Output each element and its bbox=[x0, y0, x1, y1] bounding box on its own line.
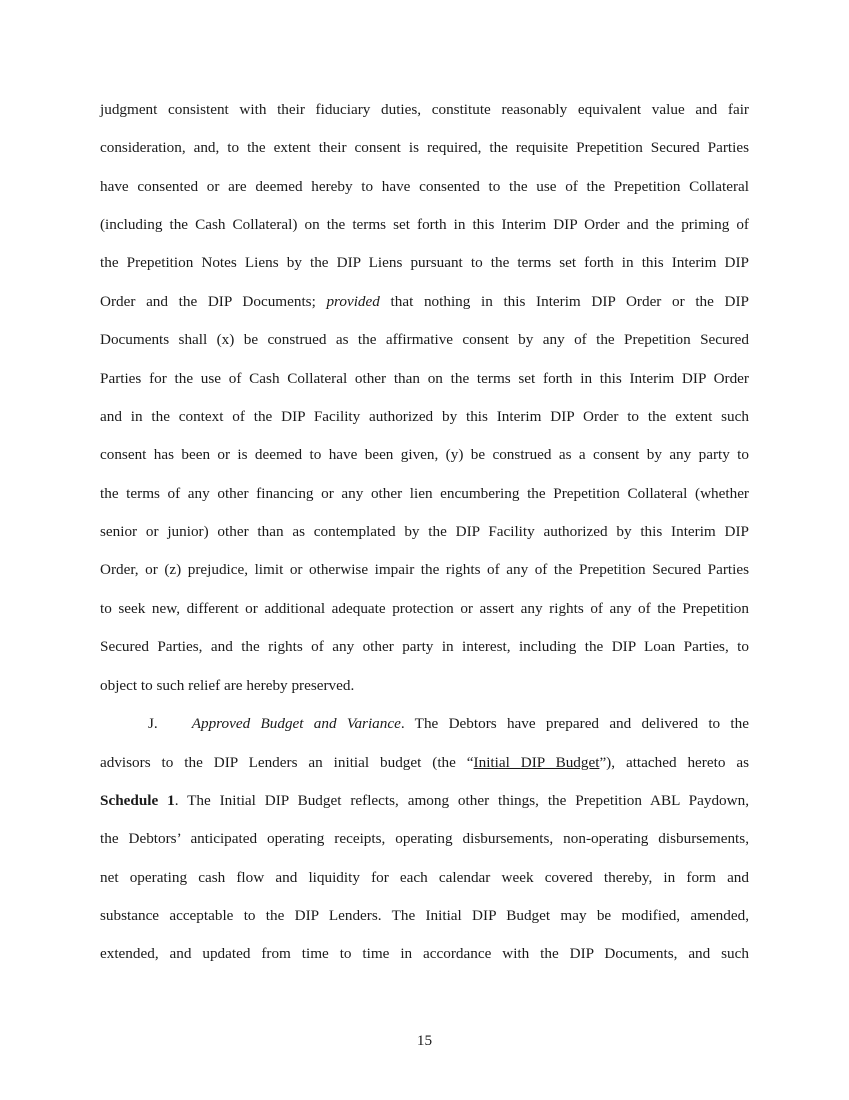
provided-term: provided bbox=[326, 293, 380, 310]
text-line: judgment consistent with their fiduciary duties, constitute reasonably equivalent value and fair bbox=[100, 101, 749, 118]
paragraph-letter: J. bbox=[148, 715, 158, 732]
text-segment: advisors to the DIP Lenders an initial budget (the “ bbox=[100, 754, 474, 771]
text-line: consent has been or is deemed to have been given, (y) be construed as a consent by any party to bbox=[100, 446, 749, 463]
text-line: the Prepetition Notes Liens by the DIP Liens pursuant to the terms set forth in this Interim DIP bbox=[100, 254, 749, 271]
text-line: Parties for the use of Cash Collateral other than on the terms set forth in this Interim DIP Order bbox=[100, 370, 749, 387]
page-number: 15 bbox=[416, 1032, 433, 1049]
text-line: the terms of any other financing or any other lien encumbering the Prepetition Collateral (whether bbox=[100, 485, 749, 502]
text-line: extended, and updated from time to time in accordance with the DIP Documents, and such bbox=[100, 945, 749, 962]
text-line: (including the Cash Collateral) on the terms set forth in this Interim DIP Order and the priming of bbox=[100, 216, 749, 233]
defined-term: Initial DIP Budget bbox=[473, 754, 600, 771]
text-line: object to such relief are hereby preserved. bbox=[100, 677, 355, 694]
text-line: Documents shall (x) be construed as the affirmative consent by any of the Prepetition Secured bbox=[100, 331, 749, 348]
text-line bbox=[100, 791, 749, 811]
text-line bbox=[100, 292, 749, 312]
text-segment: ”), attached hereto as bbox=[599, 754, 749, 771]
text-segment: that nothing in this Interim DIP Order or the DIP bbox=[379, 293, 749, 310]
text-line: consideration, and, to the extent their consent is required, the requisite Prepetition Secured Parties bbox=[100, 139, 749, 156]
paragraph-heading: Approved Budget and Variance bbox=[191, 715, 401, 732]
text-line: the Debtors’ anticipated operating receipts, operating disbursements, non-operating disbursements, bbox=[100, 830, 749, 847]
text-line: to seek new, different or additional adequate protection or assert any rights of any of the Prepetition bbox=[100, 600, 749, 617]
text-segment: Order and the DIP Documents; bbox=[100, 293, 327, 310]
text-line: senior or junior) other than as contemplated by the DIP Facility authorized by this Interim DIP bbox=[100, 523, 749, 540]
text-line: net operating cash flow and liquidity for each calendar week covered thereby, in form and bbox=[100, 869, 749, 886]
text-line bbox=[100, 753, 749, 773]
text-segment: . The Initial DIP Budget reflects, among other things, the Prepetition ABL Paydown, bbox=[174, 792, 749, 809]
text-line: Secured Parties, and the rights of any other party in interest, including the DIP Loan Parties, to bbox=[100, 638, 749, 655]
text-line: have consented or are deemed hereby to have consented to the use of the Prepetition Collateral bbox=[100, 178, 749, 195]
text-segment: . The Debtors have prepared and delivered to the bbox=[400, 715, 749, 732]
text-line: Order, or (z) prejudice, limit or otherwise impair the rights of any of the Prepetition Secured Parties bbox=[100, 561, 749, 578]
paragraph-j-first-line bbox=[148, 714, 749, 734]
text-line: and in the context of the DIP Facility authorized by this Interim DIP Order to the extent such bbox=[100, 408, 749, 425]
text-line: substance acceptable to the DIP Lenders. The Initial DIP Budget may be modified, amended, bbox=[100, 907, 749, 924]
schedule-reference: Schedule 1 bbox=[100, 792, 175, 809]
